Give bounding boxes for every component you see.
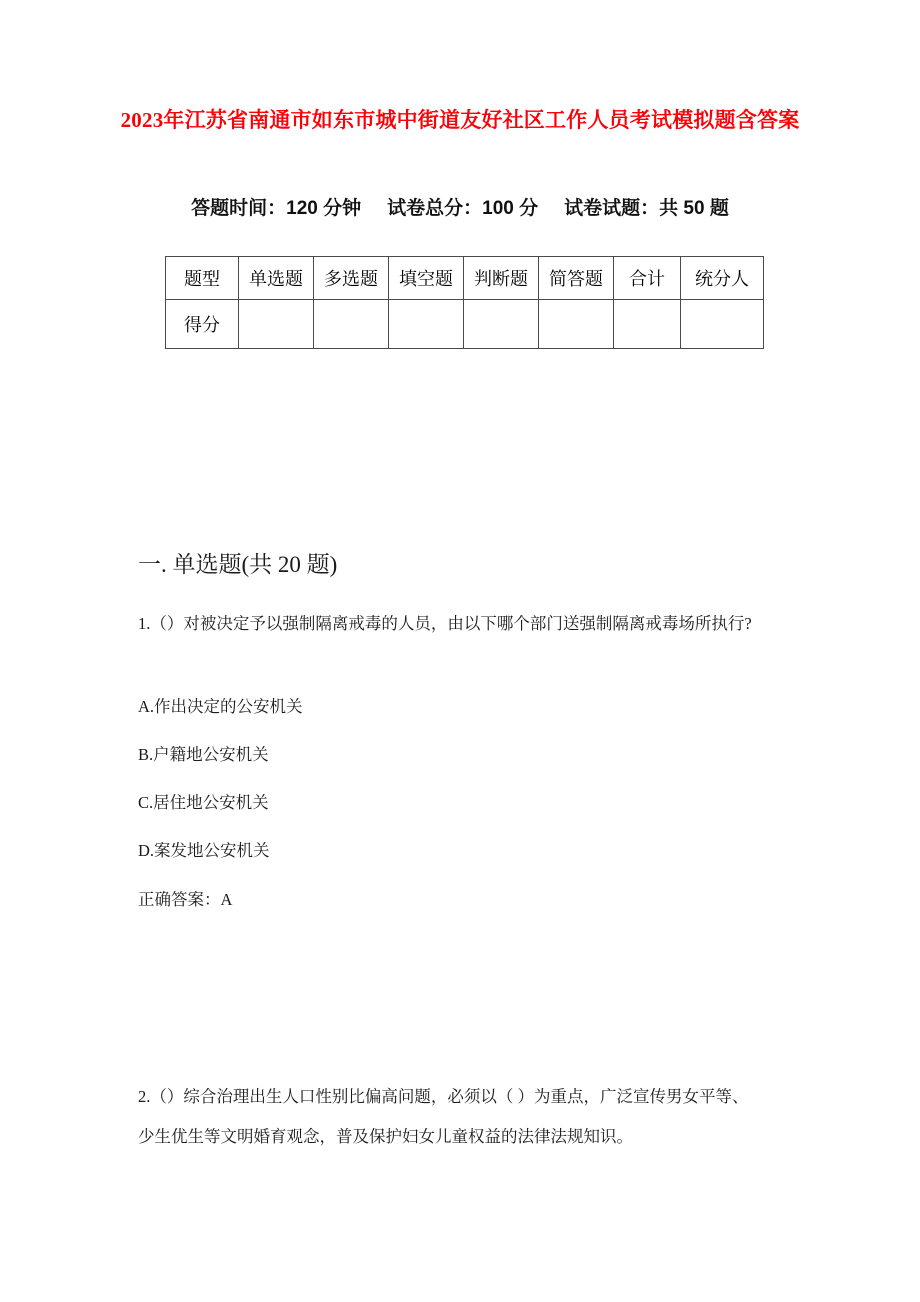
question-1-option-b[interactable]	[138, 745, 798, 765]
table-header-cell: 合计	[614, 257, 681, 300]
exam-duration: 答题时间：120 分钟	[191, 198, 362, 219]
question-1-answer	[138, 890, 798, 910]
question-2	[138, 1077, 798, 1157]
table-header-row	[166, 257, 764, 300]
score-cell-multi-choice[interactable]	[314, 300, 389, 349]
option-b-label: B.户籍地公安机关	[138, 745, 269, 764]
score-table-wrapper	[165, 256, 757, 349]
score-row-label: 得分	[166, 300, 239, 349]
question-1-text: 1.（）对被决定予以强制隔离戒毒的人员，由以下哪个部门送强制隔离戒毒场所执行?	[138, 614, 752, 633]
table-header-cell: 多选题	[314, 257, 389, 300]
table-header-cell: 单选题	[239, 257, 314, 300]
option-a-label: A.作出决定的公安机关	[138, 697, 303, 716]
score-cell-true-false[interactable]	[464, 300, 539, 349]
question-2-text-line-2: 少生优生等文明婚育观念，普及保护妇女儿童权益的法律法规知识。	[138, 1127, 633, 1146]
question-2-text-line-1: 2.（）综合治理出生人口性别比偏高问题，必须以（ ）为重点，广泛宣传男女平等、	[138, 1087, 749, 1106]
score-cell-total[interactable]	[614, 300, 681, 349]
score-cell-scorer[interactable]	[681, 300, 764, 349]
score-table	[165, 256, 764, 349]
exam-meta-line	[0, 193, 920, 220]
question-1-option-d[interactable]	[138, 841, 798, 861]
table-row	[166, 300, 764, 349]
score-cell-single-choice[interactable]	[239, 300, 314, 349]
exam-total-score: 试卷总分：100 分	[387, 198, 539, 219]
table-header-cell: 简答题	[539, 257, 614, 300]
score-cell-short-answer[interactable]	[539, 300, 614, 349]
table-header-cell: 统分人	[681, 257, 764, 300]
page-title: 2023年江苏省南通市如东市城中街道友好社区工作人员考试模拟题含答案	[120, 108, 800, 132]
section-heading-single-choice: 一. 单选题(共 20 题)	[138, 552, 338, 577]
score-cell-fill-blank[interactable]	[389, 300, 464, 349]
option-c-label: C.居住地公安机关	[138, 793, 269, 812]
correct-answer-text: 正确答案：A	[138, 890, 233, 909]
question-1-option-a[interactable]	[138, 697, 798, 717]
question-1	[138, 604, 798, 644]
option-d-label: D.案发地公安机关	[138, 841, 270, 860]
table-header-cell: 填空题	[389, 257, 464, 300]
question-1-option-c[interactable]	[138, 793, 798, 813]
exam-question-count: 试卷试题：共 50 题	[564, 198, 729, 219]
table-header-cell: 题型	[166, 257, 239, 300]
table-header-cell: 判断题	[464, 257, 539, 300]
